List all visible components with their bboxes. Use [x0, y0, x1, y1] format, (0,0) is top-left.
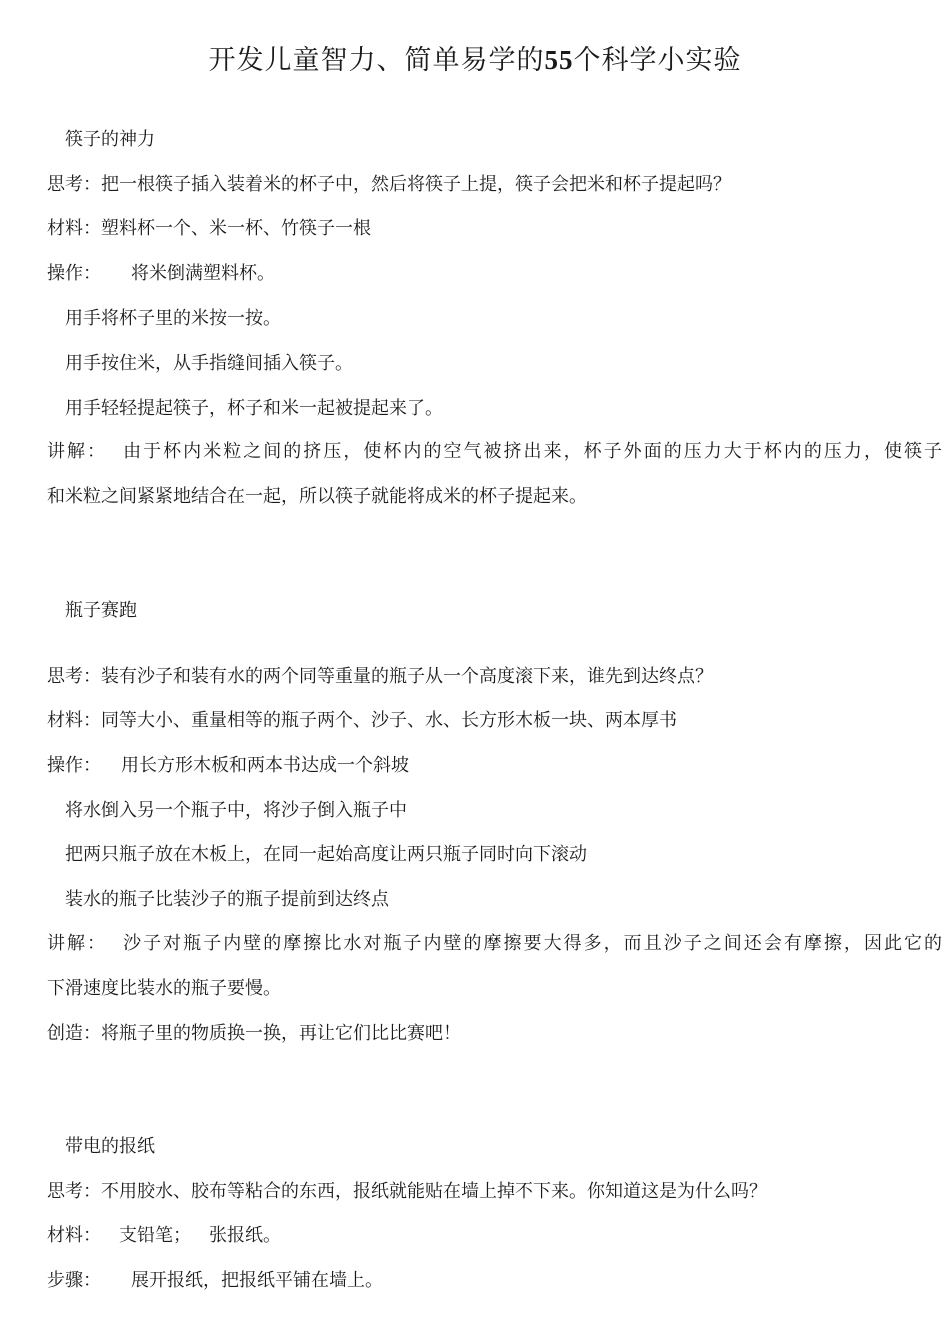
steps-label: 步骤：: [47, 1270, 101, 1291]
think-paragraph: 思考：不用胶水、胶布等粘合的东西，报纸就能贴在墙上掉不下来。你知道这是为什么吗？: [47, 1181, 767, 1202]
explanation-text: 由于杯内米粒之间的挤压，使杯内的空气被挤出来，杯子外面的压力大于杯内的压力，使筷子: [121, 441, 943, 462]
step-text: 把两只瓶子放在木板上，在同一起始高度让两只瓶子同时向下滚动: [65, 844, 587, 865]
material-item: 支铅笔；: [119, 1225, 191, 1246]
step-text: 装水的瓶子比装沙子的瓶子提前到达终点: [65, 889, 389, 910]
step-text: 用长方形木板和两本书达成一个斜坡: [121, 755, 409, 776]
explanation-line: [47, 439, 942, 465]
operation-line: [47, 261, 942, 287]
step-text: 用手将杯子里的米按一按。: [65, 308, 281, 329]
explanation-text: 下滑速度比装水的瓶子要慢。: [47, 978, 281, 999]
explanation-label: 讲解：: [47, 441, 108, 462]
operation-line: [47, 753, 942, 779]
experiment-heading: 带电的报纸: [65, 1136, 155, 1157]
step-text: 用手按住米，从手指缝间插入筷子。: [65, 353, 353, 374]
step-text: 展开报纸，把报纸平铺在墙上。: [131, 1270, 383, 1291]
materials-line: [47, 1223, 942, 1249]
step-text: 将米倒满塑料杯。: [131, 263, 275, 284]
title-text-pre: 开发儿童智力、简单易学的: [208, 45, 545, 76]
materials-paragraph: 材料：同等大小、重量相等的瓶子两个、沙子、水、长方形木板一块、两本厚书: [47, 710, 677, 731]
explanation-label: 讲解：: [47, 933, 108, 954]
explanation-line: [47, 931, 942, 957]
experiment-heading: 瓶子赛跑: [65, 600, 137, 621]
title-number: 55: [544, 45, 574, 75]
steps-line: [47, 1268, 942, 1294]
title-text-post: 个科学小实验: [573, 45, 742, 76]
step-text: 用手轻轻提起筷子，杯子和米一起被提起来了。: [65, 398, 443, 419]
operation-label: 操作：: [47, 263, 101, 284]
experiment-heading: 筷子的神力: [65, 129, 155, 150]
materials-paragraph: 材料：塑料杯一个、米一杯、竹筷子一根: [47, 218, 371, 239]
material-item: 张报纸。: [209, 1225, 281, 1246]
step-text: 将水倒入另一个瓶子中，将沙子倒入瓶子中: [65, 800, 407, 821]
create-paragraph: 创造：将瓶子里的物质换一换，再让它们比比赛吧！: [47, 1023, 461, 1044]
operation-label: 操作：: [47, 755, 101, 776]
materials-label: 材料：: [47, 1225, 101, 1246]
explanation-text: 沙子对瓶子内壁的摩擦比水对瓶子内壁的摩擦要大得多，而且沙子之间还会有摩擦，因此它的: [121, 933, 943, 954]
think-paragraph: 思考：装有沙子和装有水的两个同等重量的瓶子从一个高度滚下来，谁先到达终点？: [47, 666, 713, 687]
think-paragraph: 思考：把一根筷子插入装着米的杯子中，然后将筷子上提，筷子会把米和杯子提起吗？: [47, 174, 731, 195]
document-title: [0, 40, 950, 81]
explanation-text: 和米粒之间紧紧地结合在一起，所以筷子就能将成米的杯子提起来。: [47, 486, 587, 507]
